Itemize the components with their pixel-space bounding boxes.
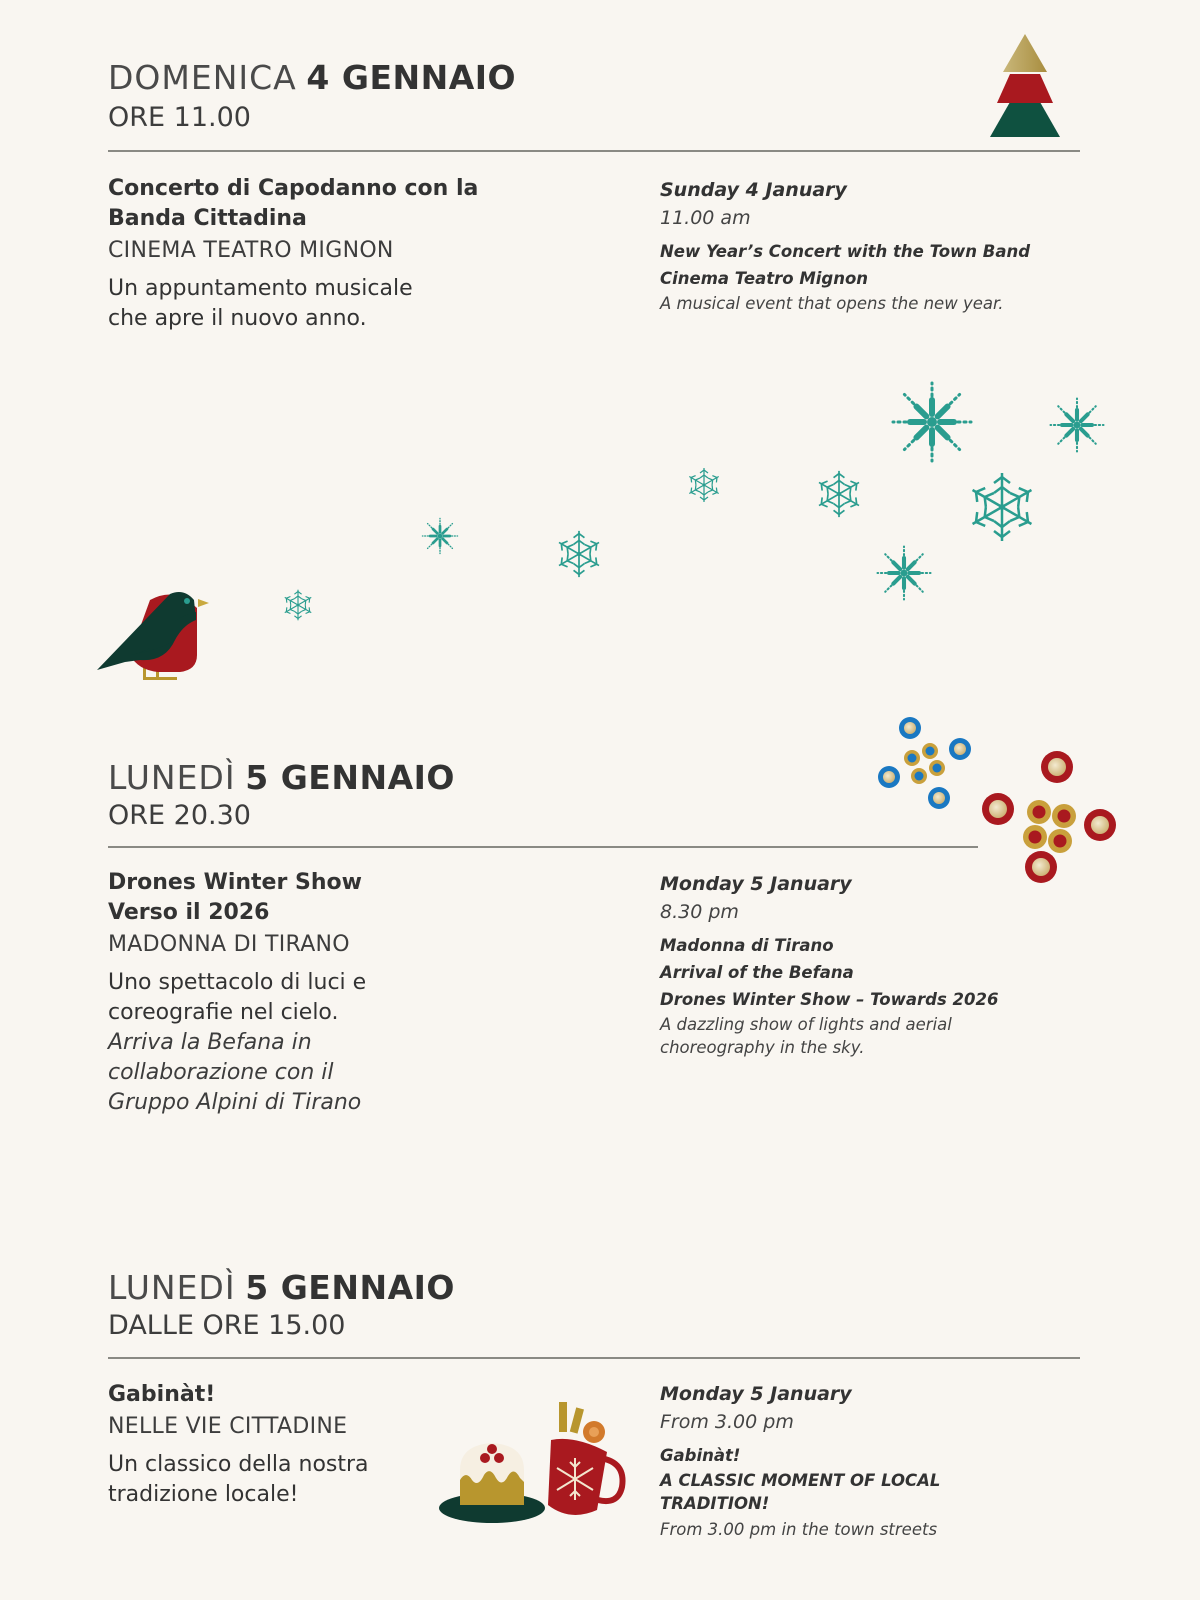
snowflake-icon [893,383,971,461]
date: 4 GENNAIO [306,58,517,97]
snowflake-icon [1050,398,1103,451]
event-day-en: Sunday 4 January [660,179,847,201]
event-description-en: A musical event that opens the new year. [660,294,1004,313]
pudding-and-mug-icon [430,1390,640,1530]
desc-line: Un classico della nostra [108,1452,369,1477]
title-line: Drones Winter Show [108,870,362,895]
snowflake-icon [556,531,601,577]
event-3-time: DALLE ORE 15.00 [108,1310,346,1341]
event-title: Gabinàt! [108,1382,216,1407]
event-description [108,1450,438,1510]
date: 5 GENNAIO [245,758,455,797]
event-subtitle-en: Arrival of the Befana [660,963,854,982]
snowflake-icon [816,471,861,517]
snowflake-icon [422,518,457,553]
desc-line: Un appuntamento musicale [108,276,413,301]
desc-line: che apre il nuovo anno. [108,306,367,331]
divider [108,150,1080,152]
robin-icon [97,592,209,680]
event-day-en: Monday 5 January [660,1383,852,1405]
event-description [108,968,588,1028]
event-day-en: Monday 5 January [660,873,852,895]
desc-line: Uno spettacolo di luci e [108,970,367,995]
christmas-tree-icon [970,30,1080,140]
title-line: Verso il 2026 [108,900,270,925]
event-3-date-heading [108,1268,455,1307]
snowflakes-decoration [0,360,1200,690]
title-line: Concerto di Capodanno con la [108,176,479,201]
weekday: LUNEDÌ [108,758,236,797]
event-3-italian [108,1380,438,1510]
event-1-date-heading [108,58,516,97]
event-venue: MADONNA DI TIRANO [108,932,350,957]
date: 5 GENNAIO [245,1268,455,1307]
weekday: DOMENICA [108,58,297,97]
event-2-english [660,870,1100,1059]
weekday: LUNEDÌ [108,1268,236,1307]
event-subtitle-en: A CLASSIC MOMENT OF LOCAL [660,1471,941,1490]
title-line: Banda Cittadina [108,206,307,231]
event-description [108,274,588,334]
event-1-time: ORE 11.00 [108,102,251,133]
note-line: Gruppo Alpini di Tirano [108,1090,362,1115]
snowflake-icon [687,468,720,502]
event-1-italian [108,174,588,334]
event-2-italian [108,868,588,1118]
desc-line: tradizione locale! [108,1482,299,1507]
event-1-english [660,176,1090,315]
desc-line: coreografie nel cielo. [108,1000,339,1025]
event-note [108,1028,588,1118]
event-subtitle-en: TRADITION! [660,1494,770,1513]
event-title [108,174,588,234]
event-venue-en: Cinema Teatro Mignon [660,269,869,288]
divider [108,1357,1080,1359]
event-venue-en: Madonna di Tirano [660,936,834,955]
event-title-en: New Year’s Concert with the Town Band [660,242,1031,261]
event-description-en: A dazzling show of lights and aerial [660,1015,952,1034]
divider [108,846,978,848]
note-line: Arriva la Befana in [108,1030,312,1055]
snowflake-icon [283,590,313,621]
snowflake-icon [969,473,1036,541]
event-venue: CINEMA TEATRO MIGNON [108,238,394,263]
event-time-en: From 3.00 pm [660,1411,794,1433]
event-time-en: 8.30 pm [660,901,739,923]
event-title-en: Gabinàt! [660,1446,741,1465]
note-line: collaborazione con il [108,1060,334,1085]
snowflake-icon [877,546,930,599]
event-2-date-heading [108,758,455,797]
event-title-en: Drones Winter Show – Towards 2026 [660,990,999,1009]
event-2-time: ORE 20.30 [108,800,251,831]
event-description-en: From 3.00 pm in the town streets [660,1520,938,1539]
event-time-en: 11.00 am [660,207,751,229]
event-3-english [660,1380,1080,1541]
event-title [108,868,588,928]
event-description-en: choreography in the sky. [660,1038,865,1057]
event-venue: NELLE VIE CITTADINE [108,1414,348,1439]
